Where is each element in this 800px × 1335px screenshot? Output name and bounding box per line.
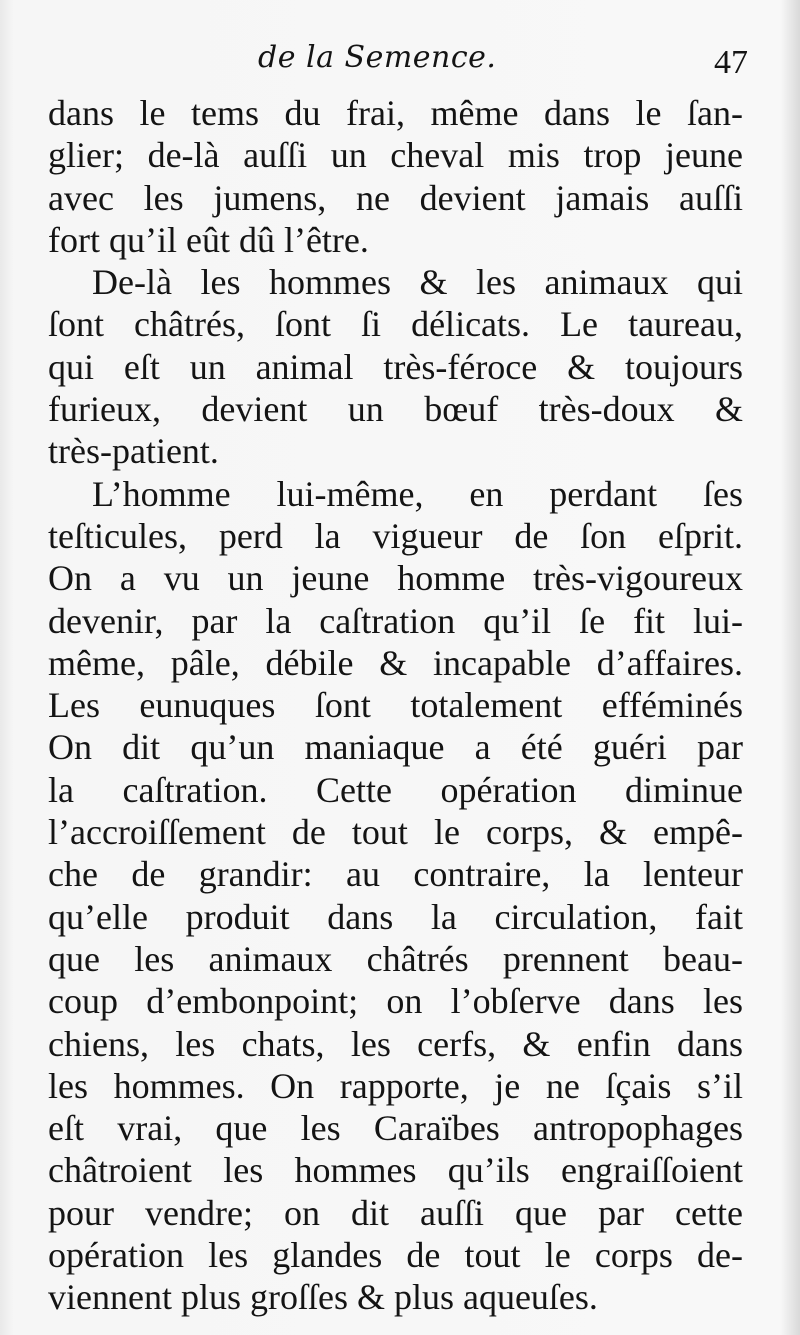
text-line: On a vu un jeune homme très-vigoureux [48,558,743,599]
text-line: De-là les hommes & les animaux qui [92,262,743,303]
text-line: que les animaux châtrés prennent beau- [48,938,743,979]
text-line: qu’elle produit dans la circulation, fait [48,896,743,937]
text-line: On dit qu’un maniaque a été guéri par [48,727,743,768]
text-line: viennent plus groſſes & plus aqueuſes. [48,1277,598,1318]
text-line: furieux, devient un bœuf très-doux & [48,389,743,430]
text-line: avec les jumens, ne devient jamais auſſi [48,177,743,218]
text-line: L’homme lui-même, en perdant ſes [92,473,743,514]
text-line: devenir, par la caſtration qu’il ſe fit lui- [48,600,743,641]
text-line: chiens, les chats, les cerfs, & enfin dans [48,1023,743,1064]
text-line: très-patient. [48,431,219,472]
text-line: les hommes. On rapporte, je ne ſçais s’il [48,1065,743,1106]
running-head [48,40,748,88]
text-line: teſticules, perd la vigueur de ſon eſprit. [48,515,743,556]
text-line: dans le tems du frai, même dans le ſan- [48,93,743,133]
text-line: l’accroiſſement de tout le corps, & empê- [48,812,743,853]
text-line: opération les glandes de tout le corps de- [48,1235,743,1276]
text-line: qui eſt un animal très-féroce & toujours [48,346,743,387]
text-line: pour vendre; on dit auſſi que par cette [48,1192,743,1233]
text-line: glier; de-là auſſi un cheval mis trop jeune [48,135,743,176]
text-line: même, pâle, débile & incapable d’affaires. [48,642,743,683]
text-line: Les eunuques ſont totalement efféminés [48,685,743,726]
text-line: fort qu’il eût dû l’être. [48,219,369,260]
body-text [48,92,743,1319]
running-title: de la Semence. [258,40,497,75]
text-line: ſont châtrés, ſont ſi délicats. Le taureau, [48,304,743,345]
text-line: coup d’embonpoint; on l’obſerve dans les [48,981,743,1022]
text-line: che de grandir: au contraire, la lenteur [48,854,743,895]
text-line: la caſtration. Cette opération diminue [48,769,743,810]
text-line: eſt vrai, que les Caraïbes antropophages [48,1108,743,1149]
page-number: 47 [714,44,748,81]
text-line: châtroient les hommes qu’ils engraiſſoient [48,1150,743,1191]
